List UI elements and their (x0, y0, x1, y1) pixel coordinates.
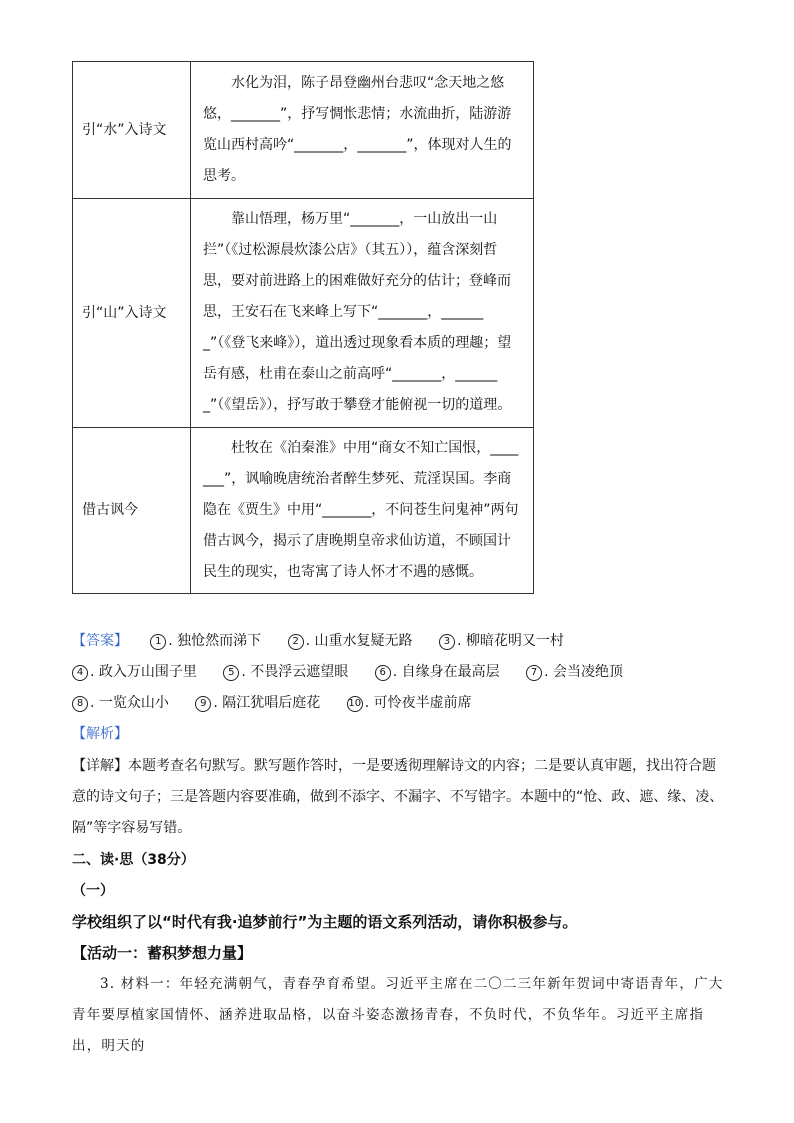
answer-number: 7 (526, 665, 542, 681)
answer-item (150, 633, 261, 649)
answer-number: 1 (150, 634, 166, 650)
answer-number: 4 (72, 665, 88, 681)
section-intro: 学校组织了以“时代有我·追梦前行”为主题的语文系列活动，请你积极参与。 (72, 913, 578, 931)
section-subtitle: （一） (72, 883, 114, 899)
answer-number: 3 (439, 634, 455, 650)
answer-item (72, 664, 197, 680)
section-title: 二、读·思（38分） (72, 852, 195, 868)
answer-item (288, 633, 413, 649)
answer-list (72, 633, 645, 711)
answer-text: . 隔江犹唱后庭花 (213, 695, 321, 711)
answer-text: . 政入万山围子里 (90, 664, 197, 680)
answer-item (195, 695, 320, 711)
row-label: 借古讽今 (73, 428, 191, 594)
row-label: 引“水”入诗文 (73, 62, 191, 199)
detail-tag: 【详解】 (72, 758, 128, 774)
answer-text: . 独怆然而涕下 (168, 633, 262, 649)
table-row (73, 199, 534, 428)
row-text: 靠山悟理，杨万里“_______，一山放出一山拦”（《过松源晨炊漆公店》（其五）），蕴含深刻哲思，要对前进路上的困难做好充分的估计；登峰而思，王安石在飞来峰上写下“_______，_______”（《登飞来峰》），道出透过现象看本质的理趣；望岳有感，杜甫在泰山之前高呼“_______，_______”（《望岳》），抒写敢于攀登才能俯视一切的道理。 (203, 211, 512, 413)
answer-text: . 自缘身在最高层 (392, 664, 500, 680)
answer-number: 6 (375, 665, 391, 681)
answer-item (439, 633, 564, 649)
table-row (73, 62, 534, 199)
detail-text: 本题考查名句默写。默写题作答时，一是要透彻理解诗文的内容；二是要认真审题，找出符合题意的诗文句子；三是答题内容要准确，做到不添字、不漏字、不写错字。本题中的“怆、政、遮、缘、凌、隔”等字容易写错。 (72, 758, 724, 836)
answer-item (223, 664, 348, 680)
table-row (73, 428, 534, 594)
answer-number: 10 (347, 696, 363, 712)
material-text: 3. 材料一：年轻充满朝气，青春孕育希望。习近平主席在二〇二三年新年贺词中寄语青年，广大青年要厚植家国情怀、涵养进取品格，以奋斗姿态激扬青春，不负时代，不负华年。习近平主席指出，明天的 (72, 976, 724, 1054)
answer-item (375, 664, 500, 680)
answer-text: . 不畏浮云遮望眼 (241, 664, 349, 680)
answer-item (347, 695, 472, 711)
answer-block (72, 626, 724, 719)
answer-text: . 会当凌绝顶 (544, 664, 623, 680)
analysis-heading (72, 719, 724, 750)
answer-item (526, 664, 623, 680)
answer-item (72, 695, 169, 711)
row-content (191, 62, 534, 199)
row-content (191, 199, 534, 428)
answer-number: 9 (195, 696, 211, 712)
answer-number: 8 (72, 696, 88, 712)
poem-table (72, 61, 534, 594)
answer-number: 2 (288, 634, 304, 650)
activity-title: 【活动一：蓄积梦想力量】 (72, 944, 253, 962)
answer-tag: 【答案】 (72, 633, 128, 649)
row-text: 水化为泪，陈子昂登幽州台悲叹“念天地之悠悠，_______”，抒写惆怅悲情；水流曲折，陆游游览山西村高吟“_______，_______”，体现对人生的思考。 (203, 74, 512, 184)
answer-text: . 柳暗花明又一村 (456, 633, 564, 649)
row-text: 杜牧在《泊秦淮》中用“商女不知亡国恨，_______”，讽喻晚唐统治者醉生梦死、荒淫误国。李商隐在《贾生》中用“_______，不问苍生问鬼神”两句借古讽今，揭示了唐晚期皇帝求仙访道，不顾国计民生的现实，也寄寓了诗人怀才不遇的感慨。 (203, 439, 519, 580)
row-label: 引“山”入诗文 (73, 199, 191, 428)
answer-text: . 山重水复疑无路 (305, 633, 413, 649)
answer-text: . 一览众山小 (90, 695, 169, 711)
answer-text: . 可怜夜半虚前席 (364, 695, 472, 711)
row-content (191, 428, 534, 594)
analysis-tag: 【解析】 (72, 726, 128, 742)
answer-number: 5 (223, 665, 239, 681)
analysis-detail (72, 751, 724, 844)
